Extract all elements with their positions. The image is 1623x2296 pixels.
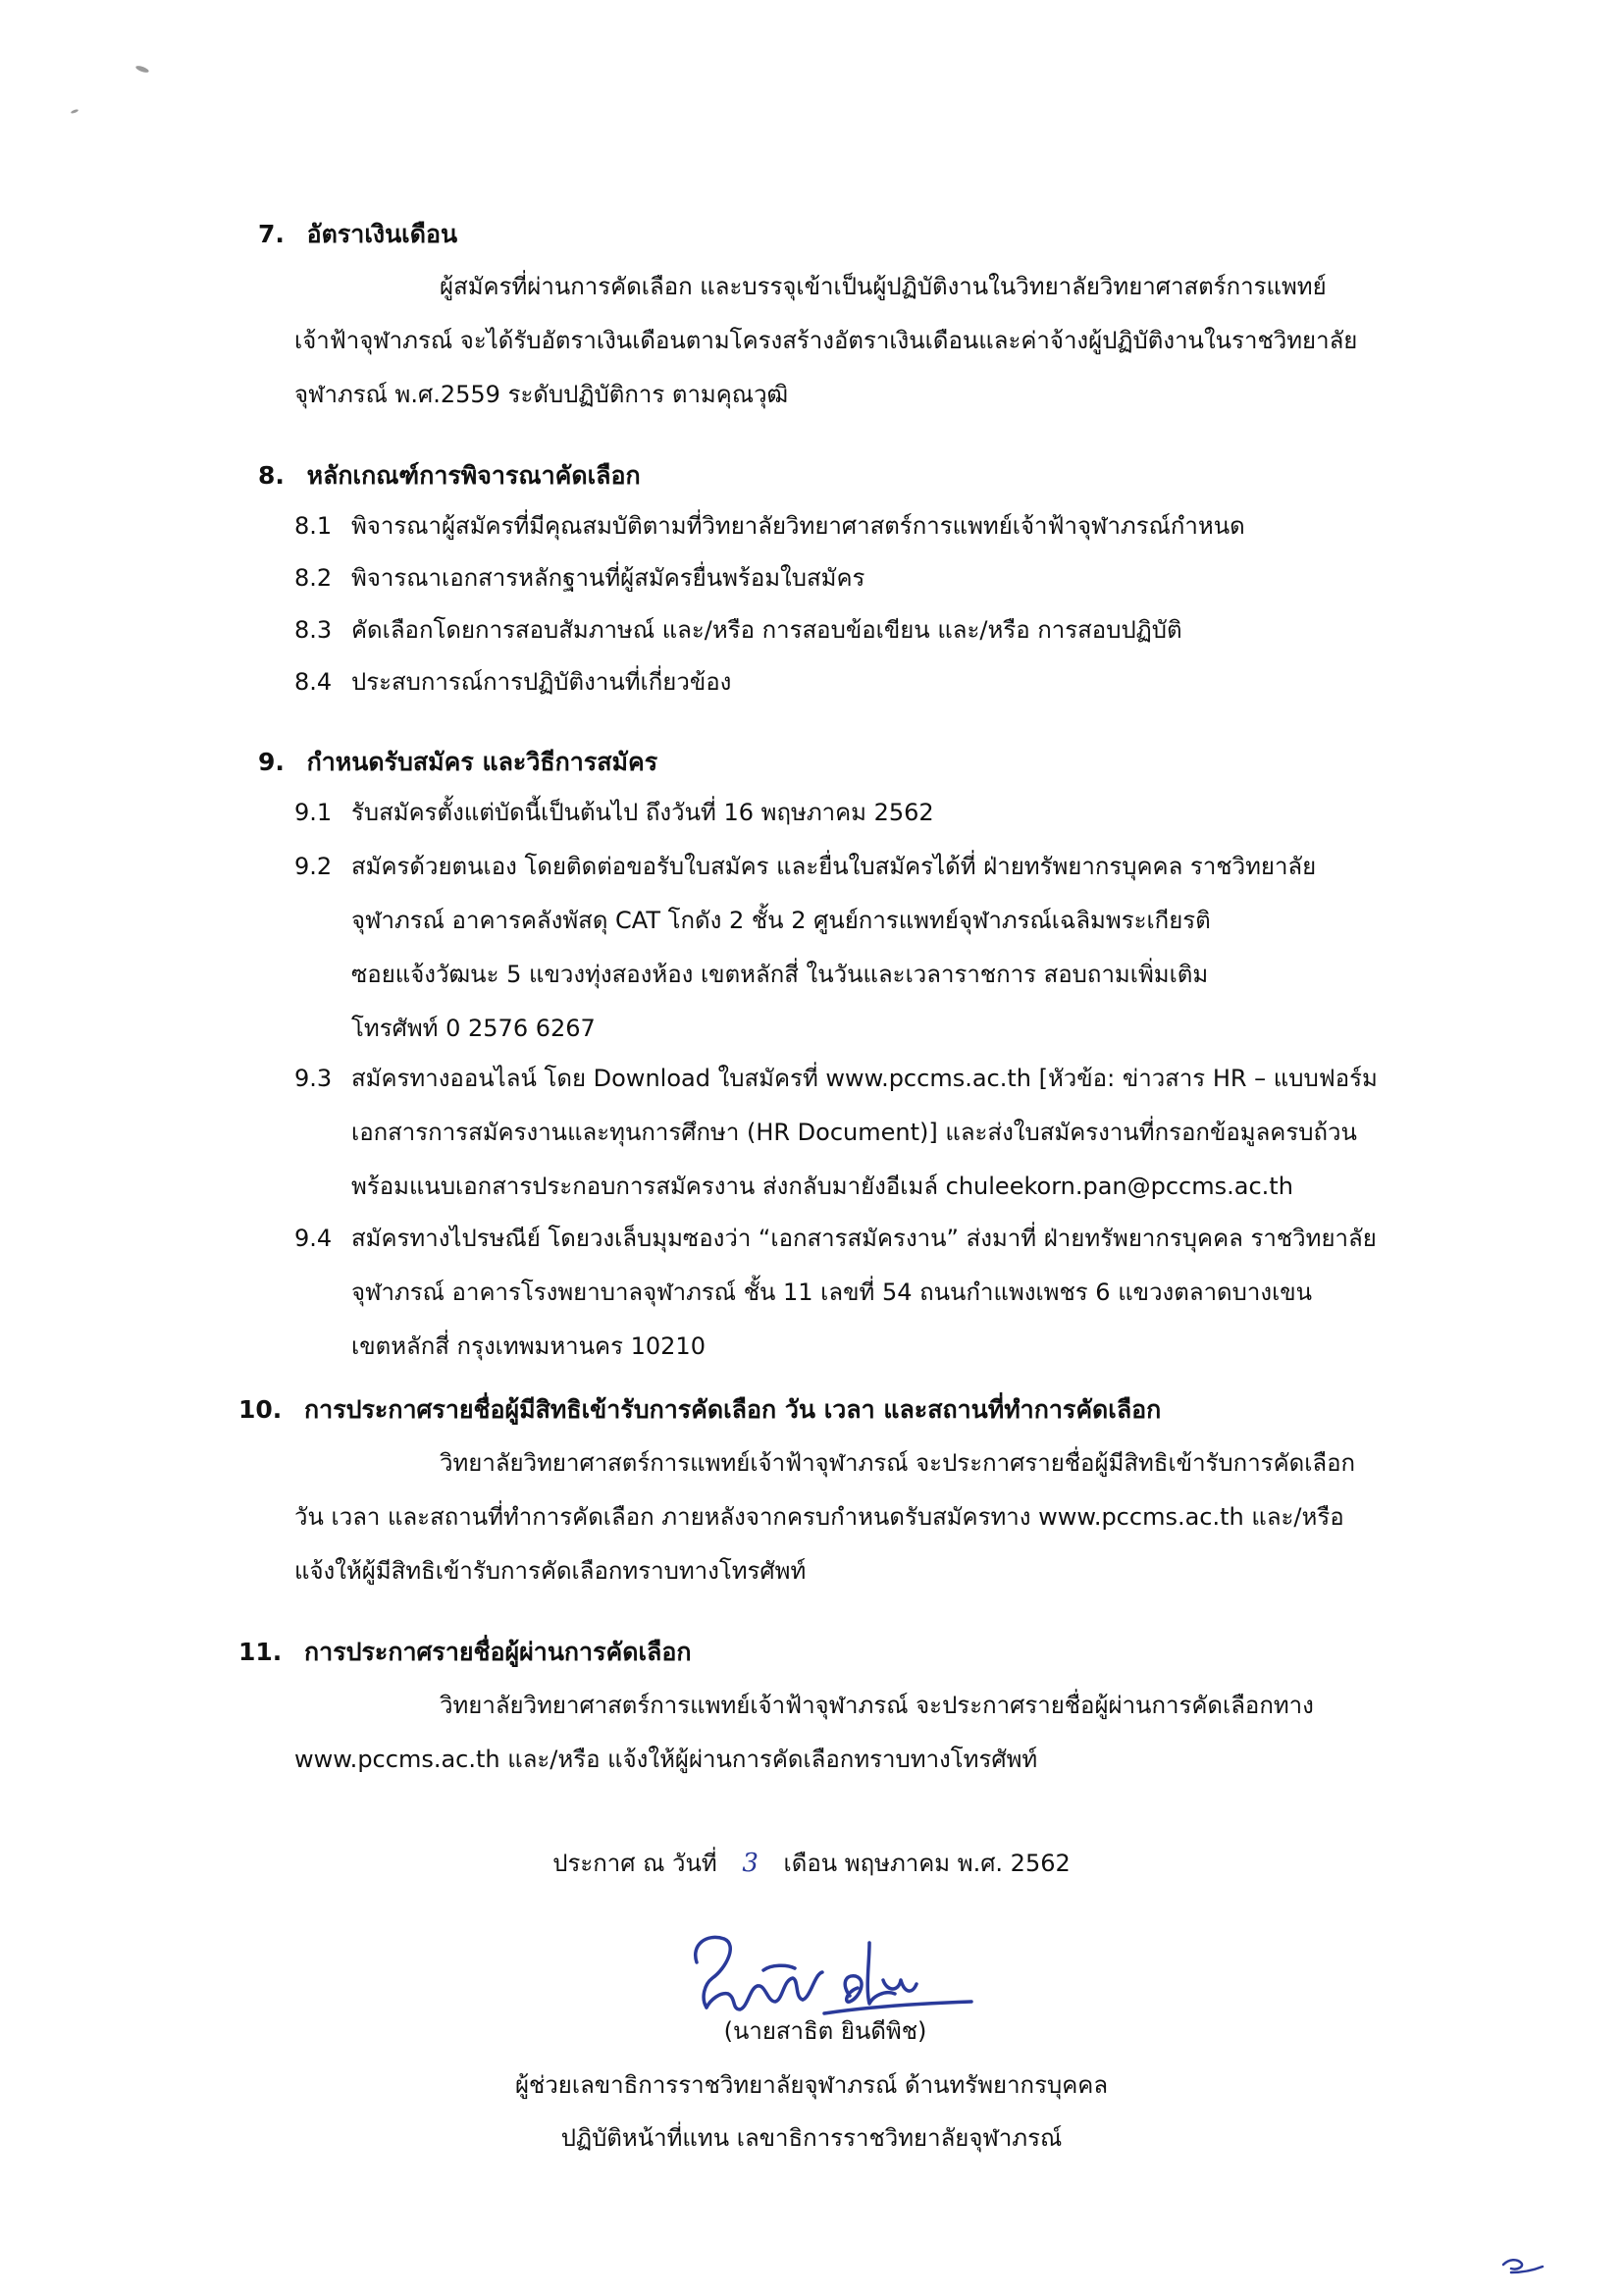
item-number: 9.1 xyxy=(294,799,333,826)
item-number: 8.4 xyxy=(294,668,333,696)
scan-speck xyxy=(71,109,79,115)
paragraph-line: วัน เวลา และสถานที่ทำการคัดเลือก ภายหลังจากครบกำหนดรับสมัครทาง www.pccms.ac.th และ/หรือ xyxy=(294,1503,1344,1531)
item-number: 8.3 xyxy=(294,616,333,644)
signatory-position: ผู้ช่วยเลขาธิการราชวิทยาลัยจุฬาภรณ์ ด้านทรัพยากรบุคคล xyxy=(514,2071,1109,2099)
paragraph-line: จุฬาภรณ์ พ.ศ.2559 ระดับปฏิบัติการ ตามคุณวุฒิ xyxy=(294,381,789,408)
announcement-prefix: ประกาศ ณ วันที่ xyxy=(552,1850,717,1877)
paragraph-line: วิทยาลัยวิทยาศาสตร์การแพทย์เจ้าฟ้าจุฬาภรณ์ จะประกาศรายชื่อผู้มีสิทธิเข้ารับการคัดเลือก xyxy=(440,1449,1356,1477)
signatory-position: ปฏิบัติหน้าที่แทน เลขาธิการราชวิทยาลัยจุฬาภรณ์ xyxy=(560,2124,1063,2152)
item-line: เอกสารการสมัครงานและทุนการศึกษา (HR Document)] และส่งใบสมัครงานที่กรอกข้อมูลครบถ้วน xyxy=(351,1119,1357,1146)
signatory-name: (นายสาธิต ยินดีพิช) xyxy=(723,2017,927,2045)
announcement-suffix: เดือน พฤษภาคม พ.ศ. 2562 xyxy=(783,1850,1071,1877)
announcement-day: 3 xyxy=(742,1849,759,1878)
announcement-date xyxy=(0,1847,1623,1880)
item-line: พร้อมแนบเอกสารประกอบการสมัครงาน ส่งกลับมายังอีเมล์ chuleekorn.pan@pccms.ac.th xyxy=(351,1173,1293,1200)
item-line: โทรศัพท์ 0 2576 6267 xyxy=(351,1015,596,1042)
section-number: 8. xyxy=(258,461,285,490)
item-number: 9.3 xyxy=(294,1065,333,1092)
section-8-heading xyxy=(258,459,641,493)
paragraph-line: วิทยาลัยวิทยาศาสตร์การแพทย์เจ้าฟ้าจุฬาภรณ์ จะประกาศรายชื่อผู้ผ่านการคัดเลือกทาง xyxy=(440,1692,1314,1719)
page-mark-icon xyxy=(1499,2255,1546,2278)
item-line: สมัครทางออนไลน์ โดย Download ใบสมัครที่ www.pccms.ac.th [หัวข้อ: ข่าวสาร HR – แบบฟอร์ม xyxy=(351,1065,1378,1092)
section-title: อัตราเงินเดือน xyxy=(306,220,458,248)
section-number: 11. xyxy=(238,1638,283,1666)
paragraph-line: แจ้งให้ผู้มีสิทธิเข้ารับการคัดเลือกทราบทางโทรศัพท์ xyxy=(294,1557,807,1585)
item-line: รับสมัครตั้งแต่บัดนี้เป็นต้นไป ถึงวันที่ 16 พฤษภาคม 2562 xyxy=(351,799,934,826)
item-line: ประสบการณ์การปฏิบัติงานที่เกี่ยวข้อง xyxy=(351,668,732,696)
item-number: 9.4 xyxy=(294,1225,333,1252)
section-title: การประกาศรายชื่อผู้มีสิทธิเข้ารับการคัดเลือก วัน เวลา และสถานที่ทำการคัดเลือก xyxy=(304,1395,1162,1424)
item-line: พิจารณาผู้สมัครที่มีคุณสมบัติตามที่วิทยาลัยวิทยาศาสตร์การแพทย์เจ้าฟ้าจุฬาภรณ์กำหนด xyxy=(351,512,1245,540)
section-7-heading xyxy=(258,218,457,251)
section-11-heading xyxy=(238,1636,692,1669)
item-number: 9.2 xyxy=(294,853,333,880)
section-title: หลักเกณฑ์การพิจารณาคัดเลือก xyxy=(306,461,641,490)
item-line: สมัครทางไปรษณีย์ โดยวงเล็บมุมซองว่า “เอกสารสมัครงาน” ส่งมาที่ ฝ่ายทรัพยากรบุคคล ราชวิทยาลัย xyxy=(351,1225,1377,1252)
paragraph-line: เจ้าฟ้าจุฬาภรณ์ จะได้รับอัตราเงินเดือนตามโครงสร้างอัตราเงินเดือนและค่าจ้างผู้ปฏิบัติงานในราชวิทยาลัย xyxy=(294,327,1358,354)
item-line: เขตหลักสี่ กรุงเทพมหานคร 10210 xyxy=(351,1332,706,1360)
item-line: จุฬาภรณ์ อาคารคลังพัสดุ CAT โกดัง 2 ชั้น 2 ศูนย์การแพทย์จุฬาภรณ์เฉลิมพระเกียรติ xyxy=(351,907,1211,934)
item-line: ซอยแจ้งวัฒนะ 5 แขวงทุ่งสองห้อง เขตหลักสี่ ในวันและเวลาราชการ สอบถามเพิ่มเติม xyxy=(351,961,1209,988)
item-number: 8.2 xyxy=(294,564,333,592)
paragraph-line: ผู้สมัครที่ผ่านการคัดเลือก และบรรจุเข้าเป็นผู้ปฏิบัติงานในวิทยาลัยวิทยาศาสตร์การแพทย์ xyxy=(440,273,1327,300)
item-line: สมัครด้วยตนเอง โดยติดต่อขอรับใบสมัคร และยื่นใบสมัครได้ที่ ฝ่ายทรัพยากรบุคคล ราชวิทยาลัย xyxy=(351,853,1317,880)
item-line: คัดเลือกโดยการสอบสัมภาษณ์ และ/หรือ การสอบข้อเขียน และ/หรือ การสอบปฏิบัติ xyxy=(351,616,1182,644)
section-number: 7. xyxy=(258,220,285,248)
item-number: 8.1 xyxy=(294,512,333,540)
section-9-heading xyxy=(258,746,657,779)
section-title: กำหนดรับสมัคร และวิธีการสมัคร xyxy=(306,748,658,776)
section-10-heading xyxy=(238,1393,1161,1427)
item-line: พิจารณาเอกสารหลักฐานที่ผู้สมัครยื่นพร้อมใบสมัคร xyxy=(351,564,865,592)
section-number: 9. xyxy=(258,748,285,776)
scan-speck xyxy=(135,65,150,74)
paragraph-line: www.pccms.ac.th และ/หรือ แจ้งให้ผู้ผ่านการคัดเลือกทราบทางโทรศัพท์ xyxy=(294,1746,1038,1773)
section-number: 10. xyxy=(238,1395,283,1424)
item-line: จุฬาภรณ์ อาคารโรงพยาบาลจุฬาภรณ์ ชั้น 11 เลขที่ 54 ถนนกำแพงเพชร 6 แขวงตลาดบางเขน xyxy=(351,1278,1313,1306)
section-title: การประกาศรายชื่อผู้ผ่านการคัดเลือก xyxy=(304,1638,692,1666)
